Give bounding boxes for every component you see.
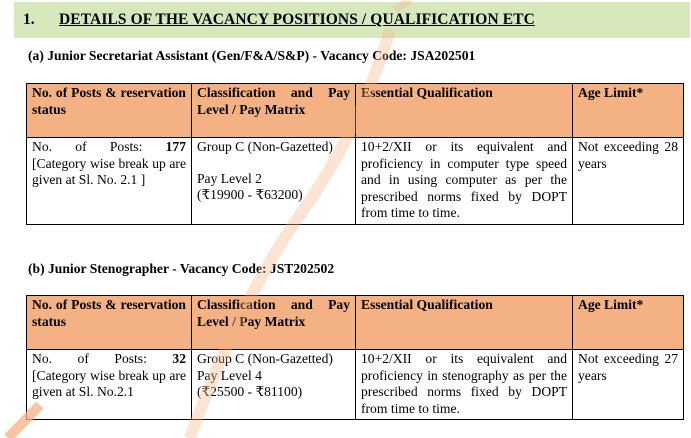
pay-level: Pay Level 2 bbox=[197, 170, 262, 186]
pay-level: Pay Level 4 bbox=[197, 367, 262, 383]
section-number: 1. bbox=[23, 11, 35, 28]
qualification-cell bbox=[356, 350, 573, 420]
classification-cell bbox=[192, 138, 356, 225]
classification: Group C (Non-Gazetted) bbox=[197, 139, 333, 154]
posts-count: 177 bbox=[165, 139, 186, 154]
posts-label: No. of Posts: bbox=[32, 351, 147, 366]
col-qualification-header: Essential Qualification bbox=[356, 296, 573, 350]
posts-cell bbox=[27, 138, 192, 225]
qualification: 10+2/XII or its equivalent and proficiency in stenography as per the prescribed norms fixed by DOPT from time to time. bbox=[361, 351, 567, 416]
posts-cell bbox=[27, 350, 192, 420]
section-title: DETAILS OF THE VACANCY POSITIONS / QUALIFICATION ETC bbox=[59, 11, 535, 28]
posts-note: [Category wise break up are given at Sl. No.2.1 bbox=[32, 367, 186, 399]
post-b-heading: (b) Junior Stenographer - Vacancy Code: JST202502 bbox=[28, 261, 335, 276]
col-age-header: Age Limit* bbox=[573, 84, 684, 138]
post-a-table bbox=[26, 83, 684, 225]
col-classification-header: Classification and Pay Level / Pay Matrix bbox=[192, 296, 356, 350]
pay-range: (₹25500 - ₹81100) bbox=[197, 384, 303, 399]
posts-count: 32 bbox=[172, 351, 186, 366]
age-limit: Not exceeding 28 years bbox=[578, 139, 678, 171]
post-b-table bbox=[26, 295, 684, 420]
age-cell bbox=[573, 138, 684, 225]
classification-cell bbox=[192, 350, 356, 420]
post-a-heading: (a) Junior Secretariat Assistant (Gen/F&A/S&P) - Vacancy Code: JSA202501 bbox=[28, 48, 476, 63]
table-header-row bbox=[27, 296, 684, 350]
col-posts-header: No. of Posts & reservation status bbox=[27, 84, 192, 138]
col-age-header: Age Limit* bbox=[573, 296, 684, 350]
qualification: 10+2/XII or its equivalent and proficiency in computer type speed and in using computer as per the prescribed norms fixed by DOPT from time to time. bbox=[361, 139, 567, 220]
posts-label: No. of Posts: bbox=[32, 139, 143, 154]
posts-note: [Category wise break up are given at Sl. No. 2.1 ] bbox=[32, 155, 186, 187]
qualification-cell bbox=[356, 138, 573, 225]
col-classification-header: Classification and Pay Level / Pay Matrix bbox=[192, 84, 356, 138]
section-heading bbox=[14, 2, 690, 38]
table-header-row bbox=[27, 84, 684, 138]
table-row bbox=[27, 138, 684, 225]
col-posts-header: No. of Posts & reservation status bbox=[27, 296, 192, 350]
col-qualification-header: Essential Qualification bbox=[356, 84, 573, 138]
classification: Group C (Non-Gazetted) bbox=[197, 351, 333, 366]
pay-range: (₹19900 - ₹63200) bbox=[197, 187, 303, 202]
table-row bbox=[27, 350, 684, 420]
age-limit: Not exceeding 27 years bbox=[578, 351, 678, 383]
age-cell bbox=[573, 350, 684, 420]
